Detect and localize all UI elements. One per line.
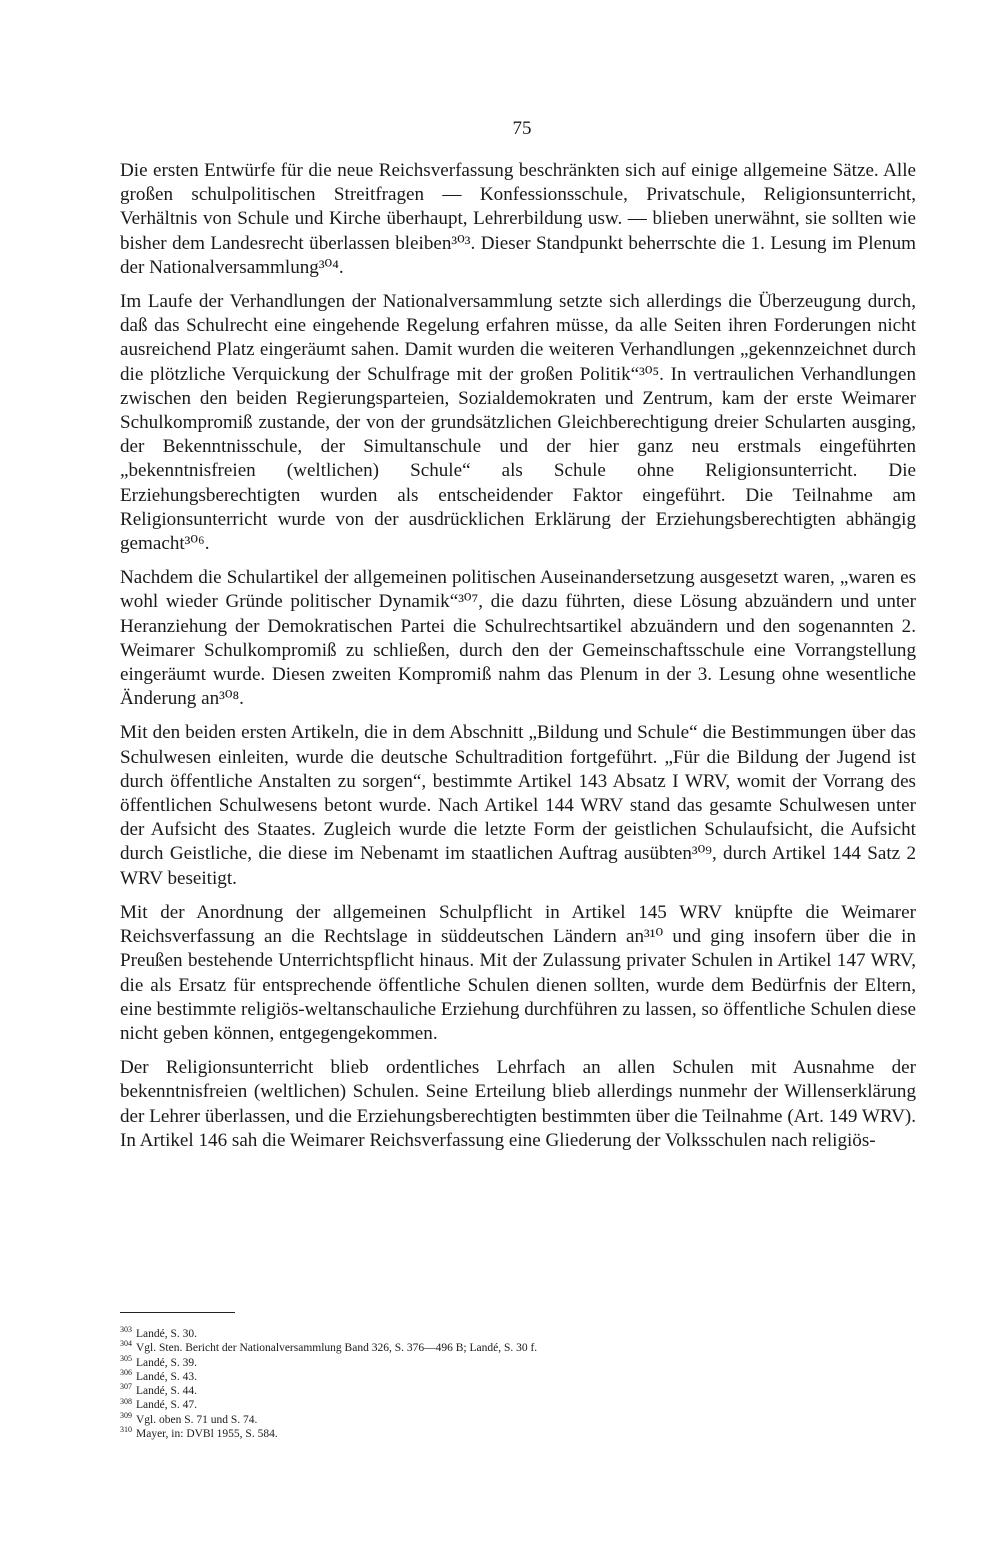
footnote bbox=[120, 1370, 916, 1384]
footnote-number: 304 bbox=[120, 1339, 132, 1349]
footnote-text: Landé, S. 43. bbox=[136, 1370, 198, 1383]
footnote-text: Landé, S. 44. bbox=[136, 1385, 198, 1398]
footnote-number: 307 bbox=[120, 1382, 132, 1392]
paragraph-4: Mit den beiden ersten Artikeln, die in dem Abschnitt „Bildung und Schule“ die Bestimmungen über das Schulwesen einleiten, wurde die deutsche Schultradition fortgeführt. „Für die Bildung der Jugend ist durch öffentliche Anstalten zu sorgen“, bestimmte Artikel 143 Absatz I WRV, womit der Vorrang des öffentlichen Schulwesens betont wurde. Nach Artikel 144 WRV stand das gesamte Schulwesen unter der Aufsicht des Staates. Zugleich wurde die letzte Form der geistlichen Schulaufsicht, die Aufsicht durch Geistliche, die diese im Nebenamt im staatlichen Auftrag ausübten³⁰⁹, durch Artikel 144 Satz 2 WRV beseitigt. bbox=[120, 722, 916, 889]
footnote bbox=[120, 1398, 916, 1412]
paragraph-2: Im Laufe der Verhandlungen der Nationalversammlung setzte sich allerdings die Überzeugung durch, daß das Schulrecht eine eingehende Regelung erfahren müsse, da alle Seiten ihren Forderungen nicht ausreichend Platz eingeräumt sahen. Damit wurden die weiteren Verhandlungen „gekennzeichnet durch die plötzliche Verquickung der Schulfrage mit der großen Politik“³⁰⁵. In vertraulichen Verhandlungen zwischen den beiden Regierungsparteien, Sozialdemokraten und Zentrum, kam der erste Weimarer Schulkompromiß zustande, der von der grundsätzlichen Gleichberechtigung dreier Schularten ausging, der Bekenntnisschule, der Simultanschule und der hier ganz neu erstmals eingeführten „bekenntnisfreien (weltlichen) Schule“ als Schule ohne Religionsunterricht. Die Erziehungsberechtigten wurden als entscheidender Faktor eingeführt. Die Teilnahme am Religionsunterricht wurde von der ausdrücklichen Erklärung der Erziehungsberechtigten abhängig gemacht³⁰⁶. bbox=[120, 291, 916, 555]
footnote-number: 310 bbox=[120, 1425, 132, 1435]
footnote-number: 305 bbox=[120, 1353, 132, 1363]
page-number: 75 bbox=[512, 118, 532, 139]
paragraph-6: Der Religionsunterricht blieb ordentliches Lehrfach an allen Schulen mit Ausnahme der bekenntnisfreien (weltlichen) Schulen. Seine Erteilung blieb allerdings nunmehr der Willenserklärung der Lehrer überlassen, und die Erziehungsberechtigten bestimmten über die Teilnahme (Art. 149 WRV). In Artikel 146 sah die Weimarer Reichsverfassung eine Gliederung der Volksschulen nach religiös- bbox=[120, 1057, 916, 1151]
paragraph-5: Mit der Anordnung der allgemeinen Schulpflicht in Artikel 145 WRV knüpfte die Weimarer Reichsverfassung an die Rechtslage in süddeutschen Ländern an³¹⁰ und ging insofern über die in Preußen bestehende Unterrichtspflicht hinaus. Mit der Zulassung privater Schulen in Artikel 147 WRV, die als Ersatz für entsprechende öffentliche Schulen dienen sollten, wurde dem Bedürfnis der Eltern, eine bestimmte religiös-weltanschauliche Erziehung durchführen zu lassen, so öffentliche Schulen diese nicht geben können, entgegengekommen. bbox=[120, 901, 916, 1044]
footnote bbox=[120, 1384, 916, 1398]
footnote-text: Landé, S. 30. bbox=[136, 1328, 198, 1340]
footnote-number: 306 bbox=[120, 1368, 132, 1378]
footnote-text: Vgl. Sten. Bericht der Nationalversammlung Band 326, S. 376—496 B; Landé, S. 30 f. bbox=[136, 1342, 538, 1355]
footnote-divider bbox=[120, 1312, 235, 1313]
footnote-text: Mayer, in: DVBl 1955, S. 584. bbox=[136, 1428, 278, 1441]
footnote-text: Landé, S. 47. bbox=[136, 1399, 198, 1412]
footnote-text: Landé, S. 39. bbox=[136, 1356, 198, 1369]
footnote-text: Vgl. oben S. 71 und S. 74. bbox=[136, 1413, 258, 1426]
body-text bbox=[120, 159, 916, 1163]
footnote bbox=[120, 1353, 916, 1370]
footnote-number: 303 bbox=[120, 1325, 132, 1335]
paragraph-1: Die ersten Entwürfe für die neue Reichsverfassung beschränkten sich auf einige allgemeine Sätze. Alle großen schulpolitischen Streitfragen — Konfessionsschule, Privatschule, Religionsunterricht, Verhältnis von Schule und Kirche überhaupt, Lehrerbildung usw. — blieben unerwähnt, sie sollten wie bisher dem Landesrecht überlassen bleiben³⁰³. Dieser Standpunkt beherrschte die 1. Lesung im Plenum der Nationalversammlung³⁰⁴. bbox=[120, 160, 916, 278]
footnote bbox=[120, 1427, 916, 1441]
footnote-number: 308 bbox=[120, 1396, 132, 1406]
paragraph-3: Nachdem die Schulartikel der allgemeinen politischen Auseinandersetzung ausgesetzt waren, „waren es wohl wieder Gründe politischer Dynamik“³⁰⁷, die dazu führten, diese Lösung abzuändern und unter Heranziehung der Demokratischen Partei die Schulrechtsartikel abzuändern und den sogenannten 2. Weimarer Schulkompromiß zu schließen, durch den der Gemeinschaftsschule eine Vorrangstellung eingeräumt wurde. Diesen zweiten Kompromiß nahm das Plenum in der 3. Lesung ohne wesentliche Änderung an³⁰⁸. bbox=[120, 567, 916, 710]
footnotes bbox=[120, 1327, 916, 1441]
footnote bbox=[120, 1410, 916, 1427]
footnote bbox=[120, 1327, 916, 1341]
footnote bbox=[120, 1341, 916, 1355]
footnote-number: 309 bbox=[120, 1410, 132, 1420]
